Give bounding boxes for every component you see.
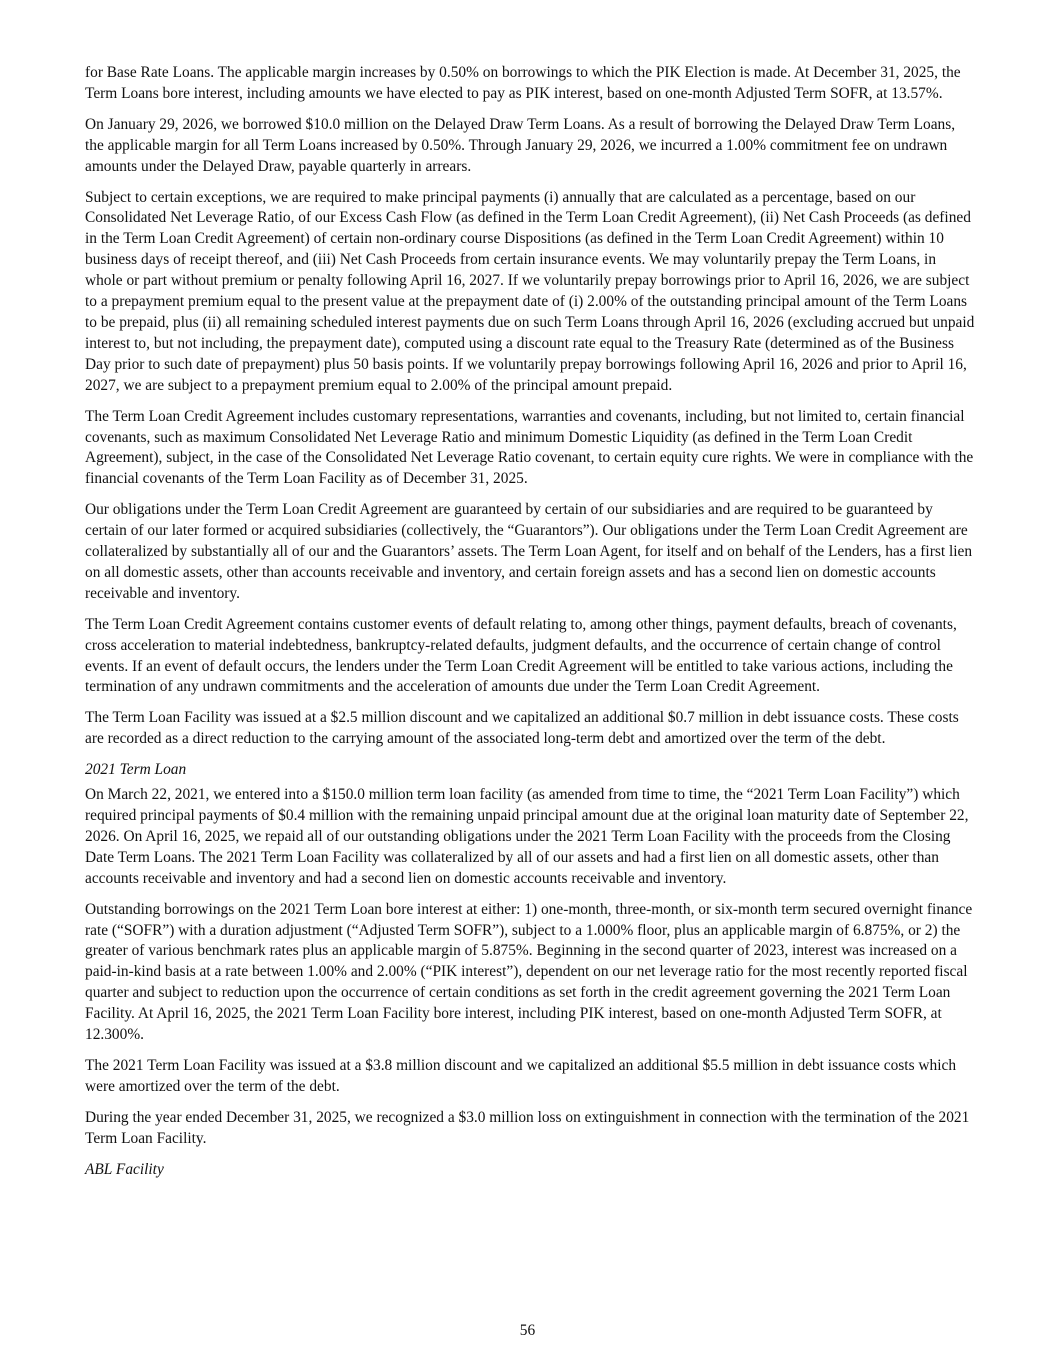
heading-abl-facility: ABL Facility <box>85 1160 164 1178</box>
paragraph-events-of-default: The Term Loan Credit Agreement contains customer events of default relating to, among other things, payment defaults, breach of covenants, cross acceleration to material indebtedness, bankruptcy-related defaults, judgment defaults, and the occurrence of certain change of control events. If an event of default occurs, the lenders under the Term Loan Credit Agreement will be entitled to take various actions, including the termination of any undrawn commitments and the acceleration of amounts due under the Term Loan Credit Agreement. <box>85 615 957 696</box>
paragraph-2021-discount: The 2021 Term Loan Facility was issued at a $3.8 million discount and we capitalized an additional $5.5 million in debt issuance costs which were amortized over the term of the debt. <box>85 1056 957 1095</box>
paragraph-principal-payments: Subject to certain exceptions, we are required to make principal payments (i) annually that are calculated as a percentage, based on our Consolidated Net Leverage Ratio, of our Excess Cash Flow (as defined in the Term Loan Credit Agreement), (ii) Net Cash Proceeds (as defined in the Term Loan Credit Agreement) of certain non-ordinary course Dispositions (as defined in the Term Loan Credit Agreement) within 10 business days of receipt thereof, and (iii) Net Cash Proceeds from certain insurance events. We may voluntarily prepay the Term Loans, in whole or part without premium or penalty following April 16, 2027. If we voluntarily prepay borrowings prior to April 16, 2026, we are subject to a prepayment premium equal to the present value at the prepayment date of (i) 2.00% of the outstanding principal amount of the Term Loans to be prepaid, plus (ii) all remaining scheduled interest payments due on such Term Loans through April 16, 2026 (excluding accrued but unpaid interest to, but not including, the prepayment date), computed using a discount rate equal to the Treasury Rate (determined as of the Business Day prior to such date of prepayment) plus 50 basis points. If we voluntarily prepay borrowings following April 16, 2026 and prior to April 16, 2027, we are subject to a prepayment premium equal to 2.00% of the principal amount prepaid. <box>85 188 975 394</box>
paragraph-guarantors: Our obligations under the Term Loan Credit Agreement are guaranteed by certain of our subsidiaries and are required to be guaranteed by certain of our later formed or acquired subsidiaries (collectively, the “Guarantors”). Our obligations under the Term Loan Credit Agreement are collateralized by substantially all of our and the Guarantors’ assets. The Term Loan Agent, for itself and on behalf of the Lenders, has a first lien on all domestic assets, other than accounts receivable and inventory, and certain foreign assets and has a second lien on domestic accounts receivable and inventory. <box>85 501 973 602</box>
heading-2021-term-loan: 2021 Term Loan <box>85 761 187 779</box>
document-page <box>85 63 975 1185</box>
page-number: 56 <box>519 1322 536 1339</box>
paragraph-discount: The Term Loan Facility was issued at a $2.5 million discount and we capitalized an additional $0.7 million in debt issuance costs. These costs are recorded as a direct reduction to the carrying amount of the associated long-term debt and amortized over the term of the debt. <box>85 709 959 748</box>
paragraph-2021-facility: On March 22, 2021, we entered into a $150.0 million term loan facility (as amended from time to time, the “2021 Term Loan Facility”) which required principal payments of $0.4 million with the remaining unpaid principal amount due at the original loan maturity date of September 22, 2026. On April 16, 2025, we repaid all of our outstanding obligations under the 2021 Term Loan Facility with the proceeds from the Closing Date Term Loans. The 2021 Term Loan Facility was collateralized by all of our assets and had a first lien on all domestic assets, other than accounts receivable and inventory and had a second lien on domestic accounts receivable and inventory. <box>85 786 969 887</box>
paragraph-pik-margin: for Base Rate Loans. The applicable margin increases by 0.50% on borrowings to which the PIK Election is made. At December 31, 2025, the Term Loans bore interest, including amounts we have elected to pay as PIK interest, based on one-month Adjusted Term SOFR, at 13.57%. <box>85 64 961 102</box>
paragraph-covenants: The Term Loan Credit Agreement includes customary representations, warranties and covenants, including, but not limited to, certain financial covenants, such as maximum Consolidated Net Leverage Ratio and minimum Domestic Liquidity (as defined in the Term Loan Credit Agreement), subject, in the case of the Consolidated Net Leverage Ratio covenant, to certain equity cure rights. We were in compliance with the financial covenants of the Term Loan Facility as of December 31, 2025. <box>85 407 974 488</box>
paragraph-2021-interest: Outstanding borrowings on the 2021 Term Loan bore interest at either: 1) one-month, three-month, or six-month term secured overnight finance rate (“SOFR”) with a duration adjustment (“Adjusted Term SOFR”), subject to a 1.000% floor, plus an applicable margin of 6.875%, or 2) the greater of various benchmark rates plus an applicable margin of 5.875%. Beginning in the second quarter of 2023, interest was increased on a paid-in-kind basis at a rate between 1.00% and 2.00% (“PIK interest”), dependent on our net leverage ratio for the most recently reported fiscal quarter and subject to reduction upon the occurrence of certain conditions as set forth in the credit agreement governing the 2021 Term Loan Facility. At April 16, 2025, the 2021 Term Loan Facility bore interest, including PIK interest, based on one-month Adjusted Term SOFR, at 12.300%. <box>85 900 973 1044</box>
paragraph-2021-extinguishment: During the year ended December 31, 2025, we recognized a $3.0 million loss on extinguishment in connection with the termination of the 2021 Term Loan Facility. <box>85 1108 970 1147</box>
paragraph-delayed-draw: On January 29, 2026, we borrowed $10.0 million on the Delayed Draw Term Loans. As a result of borrowing the Delayed Draw Term Loans, the applicable margin for all Term Loans increased by 0.50%. Through January 29, 2026, we incurred a 1.00% commitment fee on undrawn amounts under the Delayed Draw, payable quarterly in arrears. <box>85 115 956 175</box>
